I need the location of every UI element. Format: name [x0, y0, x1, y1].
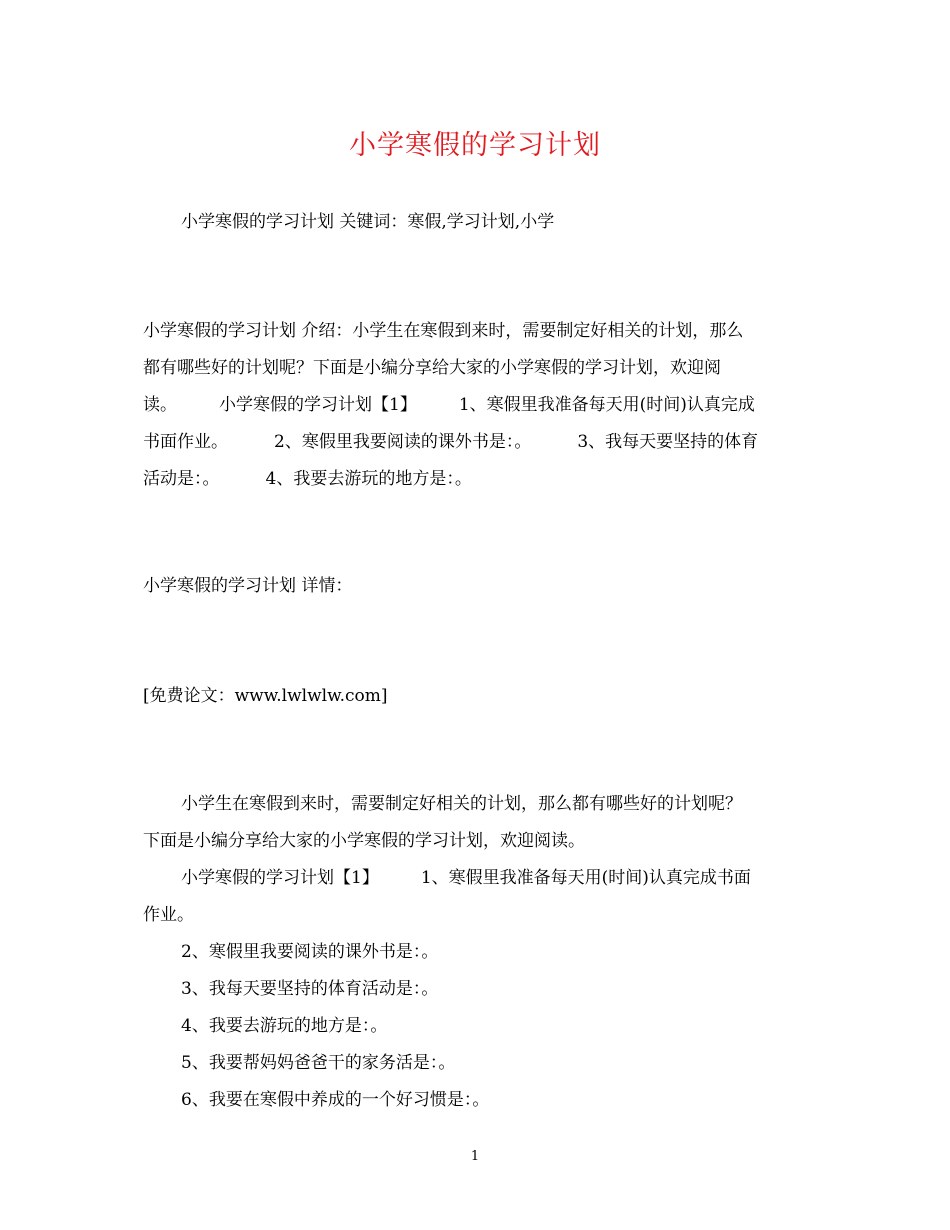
- list-item: 6、我要在寒假中养成的一个好习惯是：。: [181, 1090, 490, 1110]
- body-text: 小学寒假的学习计划【1】: [181, 868, 379, 888]
- intro-line: [143, 424, 813, 461]
- intro-text: 2、寒假里我要阅读的课外书是：。: [274, 432, 532, 452]
- intro-line: [143, 387, 813, 424]
- intro-text: 活动是：。: [143, 469, 220, 489]
- body-line: 小学生在寒假到来时，需要制定好相关的计划，那么都有哪些好的计划呢？: [181, 794, 742, 814]
- body-line: [143, 860, 813, 897]
- intro-text: 书面作业。: [143, 432, 228, 452]
- details-heading: 小学寒假的学习计划 详情：: [143, 576, 353, 596]
- source-line: [免费论文：www.lwlwlw.com]: [143, 686, 388, 706]
- list-item: 5、我要帮妈妈爸爸干的家务活是：。: [181, 1053, 456, 1073]
- body-content: [143, 786, 813, 1119]
- list-item: 3、我每天要坚持的体育活动是：。: [181, 979, 439, 999]
- intro-line: [143, 461, 813, 498]
- intro-text: 1、寒假里我准备每天用(时间)认真完成: [458, 395, 755, 415]
- keywords-line: 小学寒假的学习计划 关键词：寒假,学习计划,小学: [181, 212, 555, 232]
- intro-text: 4、我要去游玩的地方是：。: [265, 469, 472, 489]
- body-line: 作业。: [143, 905, 194, 925]
- list-item: 2、寒假里我要阅读的课外书是：。: [181, 942, 439, 962]
- list-item: 4、我要去游玩的地方是：。: [181, 1016, 388, 1036]
- intro-text: 小学寒假的学习计划【1】: [219, 395, 417, 415]
- page-number: 1: [470, 1149, 480, 1164]
- intro-line: 小学寒假的学习计划 介绍：小学生在寒假到来时，需要制定好相关的计划，那么: [143, 321, 744, 341]
- intro-line: 都有哪些好的计划呢？下面是小编分享给大家的小学寒假的学习计划，欢迎阅: [143, 358, 721, 378]
- body-line: 下面是小编分享给大家的小学寒假的学习计划，欢迎阅读。: [143, 831, 585, 851]
- intro-text: 3、我每天要坚持的体育: [577, 432, 759, 452]
- document-title: 小学寒假的学习计划: [349, 130, 601, 161]
- intro-text: 读。: [143, 395, 177, 415]
- intro-paragraph: [143, 313, 813, 498]
- body-text: 1、寒假里我准备每天用(时间)认真完成书面: [420, 868, 751, 888]
